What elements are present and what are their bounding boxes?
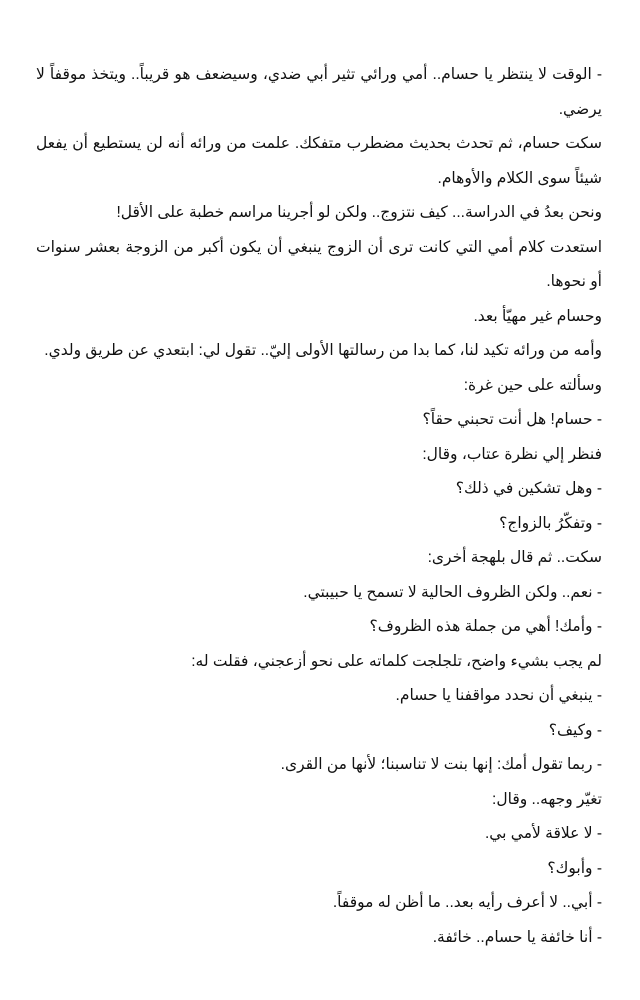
dialogue-line: - لا علاقة لأمي بي.: [484, 825, 602, 842]
dialogue-line: - نعم.. ولكن الظروف الحالية لا تسمح يا حبيبتي.: [303, 583, 602, 601]
dialogue-line: - وأبوك؟: [547, 859, 602, 877]
paragraph: استعدت كلام أمي التي كانت ترى أن الزوج ينبغي أن يكون أكبر من الزوجة بعشر سنوات أو نحوها.: [36, 238, 602, 290]
paragraph: وأمه من ورائه تكيد لنا، كما بدا من رسالتها الأولى إليّ.. تقول لي: ابتعدي عن طريق ولدي.: [44, 342, 602, 359]
paragraph: ونحن بعدُ في الدراسة... كيف نتزوج.. ولكن لو أجرينا مراسم خطبة على الأقل!: [116, 204, 602, 221]
dialogue-line: - ربما تقول أمك: إنها بنت لا تناسبنا؛ لأنها من القرى.: [280, 756, 602, 773]
dialogue-line: - حسام! هل أنت تحبني حقاً؟: [422, 411, 602, 428]
paragraph: تغيّر وجهه.. وقال:: [492, 790, 602, 808]
dialogue-line: - وهل تشكين في ذلك؟: [455, 480, 602, 497]
dialogue-line: - أبي.. لا أعرف رأيه بعد.. ما أظن له موقفاً.: [332, 894, 602, 911]
paragraph: وحسام غير مهيّأ بعد.: [473, 307, 602, 325]
dialogue-line: - ينبغي أن نحدد مواقفنا يا حسام.: [395, 687, 602, 704]
paragraph: فنظر إلي نظرة عتاب، وقال:: [422, 445, 602, 463]
dialogue-line: - أنا خائفة يا حسام.. خائفة.: [432, 928, 602, 946]
paragraph: سكت.. ثم قال بلهجة أخرى:: [427, 549, 602, 566]
dialogue-line: - وتفكّرُ بالزواج؟: [499, 514, 602, 532]
dialogue-line: - وأمك! أهي من جملة هذه الظروف؟: [369, 618, 602, 635]
paragraph: - الوقت لا ينتظر يا حسام.. أمي ورائي تثير أبي ضدي، وسيضعف هو قريباً.. ويتخذ موقفاً لا يرضي.: [36, 66, 602, 118]
paragraph: لم يجب بشيء واضح، تلجلجت كلماته على نحو أزعجني، فقلت له:: [191, 652, 602, 670]
dialogue-line: - وكيف؟: [548, 721, 602, 739]
paragraph: وسألته على حين غرة:: [463, 376, 602, 394]
paragraph: سكت حسام، ثم تحدث بحديث مضطرب متفكك. علمت من ورائه أنه لن يستطيع أن يفعل شيئاً سوى الكلام والأوهام.: [36, 135, 602, 187]
